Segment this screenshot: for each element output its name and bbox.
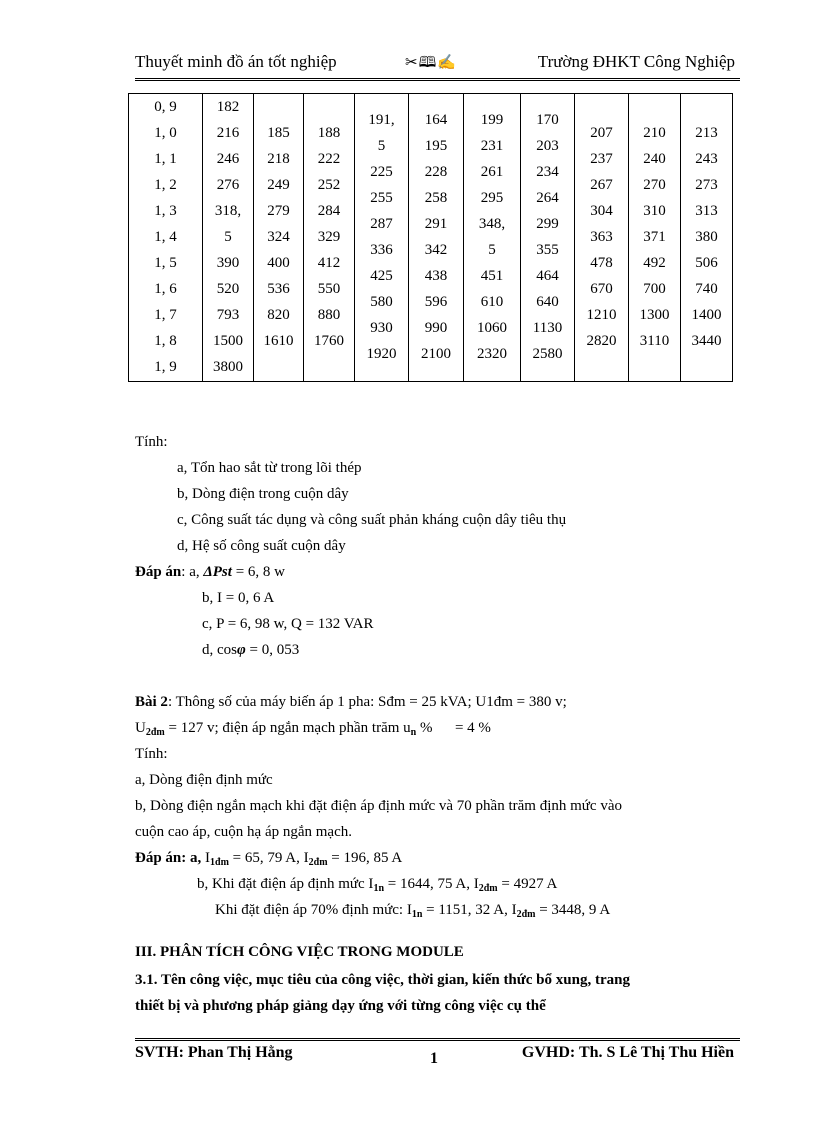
table-cell: 1300 (639, 307, 670, 323)
phi-symbol: φ (237, 642, 246, 658)
bai2-answer-b (197, 871, 557, 897)
table-cell: 1, 6 (154, 281, 177, 297)
table-cell: 478 (590, 255, 613, 271)
table-cell: 400 (267, 255, 290, 271)
table-cell: 3440 (691, 333, 722, 349)
page-header (135, 52, 735, 78)
ans-b-1: b, Khi đặt điện áp định mức I (197, 876, 374, 892)
table-cell: 170 (536, 112, 559, 128)
bai2-answer-c (215, 897, 610, 923)
sub-2dm-c: 2đm (516, 909, 536, 920)
table-cell: 249 (267, 177, 290, 193)
table-cell: 520 (216, 281, 240, 297)
table-cell: 1, 8 (154, 333, 177, 349)
ans-b-2: = 1644, 75 A, I (384, 876, 479, 892)
line2-end: % = 4 % (416, 720, 491, 736)
table-cell: 506 (695, 255, 718, 271)
table-cell: 164 (424, 112, 448, 128)
table-cell: 2100 (421, 346, 451, 362)
sub-n: n (410, 727, 417, 738)
table-cell: 0, 9 (154, 99, 177, 115)
table-cell: 1, 1 (154, 151, 177, 167)
table-cell: 234 (536, 164, 559, 180)
bai1-answer-d (202, 637, 299, 663)
table-cell: 287 (370, 216, 393, 232)
table-cell: 336 (370, 242, 393, 258)
section-sub-line2: thiết bị và phương pháp giảng dạy ứng với từng công việc cụ thể (135, 998, 546, 1014)
table-cell: 5 (224, 229, 232, 245)
answer-d-value: = 0, 053 (245, 642, 300, 658)
table-cell: 1130 (532, 320, 563, 336)
table-cell: 1, 7 (154, 307, 177, 323)
table-cell: 267 (590, 177, 613, 193)
bai1-item-d: d, Hệ số công suất cuộn dây (177, 538, 346, 554)
bai1-tinh: Tính: (135, 434, 168, 450)
table-col (629, 94, 681, 382)
table-cell: 255 (370, 190, 393, 206)
dap-an-label: Đáp án (135, 564, 182, 580)
table-cell: 740 (695, 281, 718, 297)
table-cell: 412 (317, 255, 341, 271)
table-cell: 270 (643, 177, 666, 193)
table-col (575, 94, 629, 382)
table-cell: 550 (317, 281, 341, 297)
table-cell: 203 (536, 138, 559, 154)
cos-text: d, cos (202, 642, 237, 658)
table-cell: 246 (216, 151, 240, 167)
table-cell: 5 (488, 242, 496, 258)
table-cell: 3110 (639, 333, 670, 349)
table-cell: 536 (267, 281, 290, 297)
bai2-line2 (135, 715, 491, 741)
bai2-label: Bài 2 (135, 694, 168, 710)
bai2-text: : Thông số của máy biến áp 1 pha: Sđm = 25 kVA; U1đm = 380 v; (167, 694, 567, 710)
i-sym: I (205, 850, 211, 866)
table-cell: 216 (216, 125, 240, 141)
sub-2dm-a: 2đm (308, 857, 328, 868)
table-cell: 228 (424, 164, 448, 180)
sub-1dm: 1đm (210, 857, 229, 868)
table-cell: 291 (424, 216, 448, 232)
table-cell: 318, (214, 203, 242, 219)
table-cell: 310 (643, 203, 666, 219)
table-cell: 640 (536, 294, 559, 310)
table-cell: 276 (216, 177, 240, 193)
table-cell: 195 (424, 138, 448, 154)
table-cell: 580 (370, 294, 393, 310)
table-cell: 1, 5 (154, 255, 177, 271)
answer-a-value: = 6, 8 w (231, 564, 285, 580)
table-cell: 1, 4 (154, 229, 177, 245)
table-col (409, 94, 464, 382)
footer-right: GVHD: Th. S Lê Thị Thu Hiền (521, 1044, 734, 1061)
bai2-q-b1: b, Dòng điện ngắn mạch khi đặt điện áp định mức và 70 phần trăm định mức vào (135, 798, 622, 814)
table-col (355, 94, 409, 382)
table-cell: 1, 2 (154, 177, 177, 193)
header-left: Thuyết minh đồ án tốt nghiệp (135, 52, 337, 71)
table-cell: 243 (695, 151, 718, 167)
table-cell: 324 (267, 229, 290, 245)
table-cell: 3800 (213, 359, 243, 375)
bai1-answer-a (135, 559, 285, 585)
table-cell: 299 (536, 216, 559, 232)
table-col (254, 94, 304, 382)
sub-2dm-b: 2đm (478, 883, 498, 894)
header-rule (135, 78, 740, 81)
table-cell: 793 (216, 307, 240, 323)
table-cell: 1, 0 (154, 125, 177, 141)
table-cell: 2320 (477, 346, 507, 362)
table-cell: 264 (536, 190, 559, 206)
answer-prefix: : a, (181, 564, 204, 580)
table-cell: 670 (590, 281, 613, 297)
table-cell: 2580 (532, 346, 563, 362)
table-cell: 218 (267, 151, 290, 167)
table-cell: 342 (424, 242, 448, 258)
table-cell: 451 (480, 268, 504, 284)
table-cell: 348, (478, 216, 506, 232)
table-cell: 880 (317, 307, 341, 323)
table-cell: 1, 9 (154, 359, 177, 375)
table-cell: 492 (643, 255, 666, 271)
table-cell: 1920 (366, 346, 397, 362)
table-cell: 237 (590, 151, 613, 167)
table-cell: 355 (536, 242, 559, 258)
table-cell: 5 (377, 138, 386, 154)
bai1-item-a: a, Tổn hao sắt từ trong lõi thép (177, 460, 362, 476)
table-cell: 990 (424, 320, 448, 336)
table-cell: 304 (590, 203, 613, 219)
table-col (304, 94, 355, 382)
data-table (128, 93, 733, 382)
bai2-tinh: Tính: (135, 746, 168, 762)
table-cell: 390 (216, 255, 240, 271)
table-cell: 279 (267, 203, 290, 219)
ans-a-3: = 196, 85 A (327, 850, 403, 866)
table-cell: 273 (695, 177, 718, 193)
table-cell: 610 (480, 294, 504, 310)
table-cell: 380 (695, 229, 718, 245)
table-col (464, 94, 521, 382)
table-cell: 363 (590, 229, 613, 245)
footer-left: SVTH: Phan Thị Hằng (135, 1044, 293, 1061)
table-cell: 1060 (477, 320, 507, 336)
header-right: Trường ĐHKT Công Nghiệp (537, 52, 735, 71)
bai1-answer-c: c, P = 6, 98 w, Q = 132 VAR (202, 616, 374, 632)
bai2-line1 (135, 689, 567, 715)
table-cell: 1760 (314, 333, 344, 349)
table-col (521, 94, 575, 382)
footer-rule (135, 1038, 740, 1041)
table-cell: 313 (695, 203, 718, 219)
table-cell: 1, 3 (154, 203, 177, 219)
bai2-q-b2: cuộn cao áp, cuộn hạ áp ngắn mạch. (135, 824, 352, 840)
ans-a-label: a, (186, 850, 206, 866)
table-cell: 191, (368, 112, 395, 128)
line2-text: = 127 v; điện áp ngắn mạch phần trăm u (164, 720, 411, 736)
bai2-answer-a (135, 845, 402, 871)
section-heading: III. PHÂN TÍCH CÔNG VIỆC TRONG MODULE (135, 944, 464, 960)
table-cell: 464 (536, 268, 559, 284)
table-cell: 1210 (586, 307, 617, 323)
ans-a-2: = 65, 79 A, I (228, 850, 309, 866)
table-cell: 2820 (586, 333, 617, 349)
table-cell: 213 (695, 125, 718, 141)
dap-an-label-2: Đáp án: (135, 850, 187, 866)
bai1-item-b: b, Dòng điện trong cuộn dây (177, 486, 349, 502)
u-symbol: U (135, 720, 146, 736)
table-cell: 240 (643, 151, 666, 167)
table-cell: 210 (643, 125, 666, 141)
ans-c-1: Khi đặt điện áp 70% định mức: I (215, 902, 412, 918)
ans-c-2: = 1151, 32 A, I (422, 902, 517, 918)
table-cell: 185 (267, 125, 290, 141)
table-col (129, 94, 203, 382)
table-cell: 231 (480, 138, 504, 154)
table-cell: 1400 (691, 307, 722, 323)
ans-b-3: = 4927 A (497, 876, 558, 892)
delta-pst-symbol: ΔPst (203, 564, 232, 580)
table-cell: 295 (480, 190, 504, 206)
table-cell: 182 (216, 99, 240, 115)
header-ornament: ✂🕮✍ (405, 55, 457, 71)
table-cell: 371 (643, 229, 666, 245)
table-cell: 930 (370, 320, 393, 336)
table-cell: 329 (317, 229, 341, 245)
section-sub-line1: 3.1. Tên công việc, mục tiêu của công việc, thời gian, kiến thức bổ xung, trang (135, 972, 630, 988)
bai1-answer-b: b, I = 0, 6 A (202, 590, 275, 606)
bai1-item-c: c, Công suất tác dụng và công suất phản kháng cuộn dây tiêu thụ (177, 512, 567, 528)
table-cell: 284 (317, 203, 341, 219)
table-col (203, 94, 254, 382)
page-number: 1 (430, 1050, 438, 1067)
table-cell: 700 (643, 281, 666, 297)
table-col (681, 94, 733, 382)
table-cell: 199 (480, 112, 504, 128)
table-cell: 425 (370, 268, 393, 284)
table-cell: 207 (590, 125, 613, 141)
table-cell: 596 (424, 294, 448, 310)
ans-c-3: = 3448, 9 A (535, 902, 611, 918)
table-cell: 438 (424, 268, 448, 284)
table-cell: 1610 (263, 333, 294, 349)
table-cell: 222 (317, 151, 341, 167)
sub-2dm: 2đm (145, 727, 165, 738)
table-cell: 820 (267, 307, 290, 323)
bai2-q-a: a, Dòng điện định mức (135, 772, 273, 788)
table-cell: 1500 (213, 333, 243, 349)
sub-1n: 1n (373, 883, 384, 894)
table-cell: 258 (424, 190, 448, 206)
table-cell: 252 (317, 177, 341, 193)
sub-1n-c: 1n (411, 909, 423, 920)
table-cell: 225 (370, 164, 393, 180)
table-cell: 188 (317, 125, 341, 141)
table-cell: 261 (480, 164, 504, 180)
